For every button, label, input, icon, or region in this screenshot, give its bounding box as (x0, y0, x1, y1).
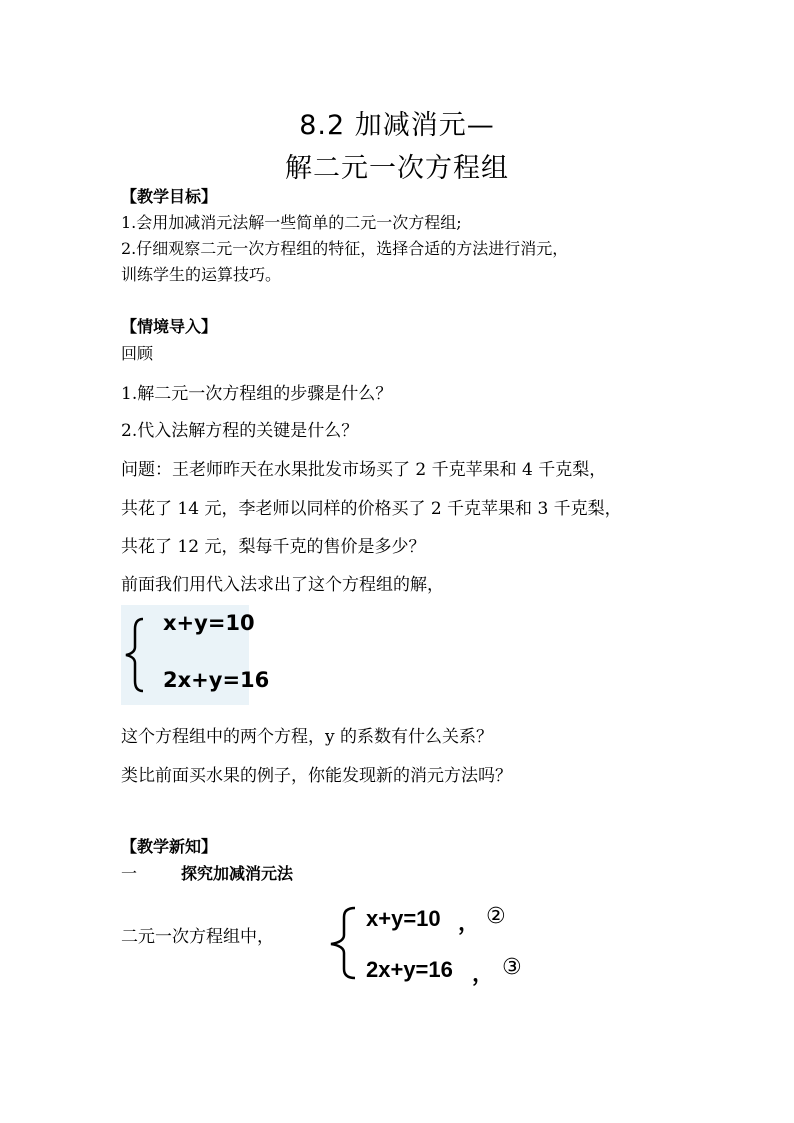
left-brace-icon (121, 605, 151, 705)
problem-line-4: 前面我们用代入法求出了这个方程组的解， (121, 575, 444, 595)
left-brace-icon (322, 903, 362, 983)
problem-line-2: 共花了 14 元，李老师以同样的价格买了 2 千克苹果和 3 千克梨， (121, 499, 622, 519)
problem-line-1: 问题：王老师昨天在水果批发市场买了 2 千克苹果和 4 千克梨， (121, 460, 607, 480)
system-label: 二元一次方程组中， (121, 927, 274, 947)
newknowledge-heading: 【教学新知】 (121, 837, 218, 856)
section-title: 探究加减消元法 (181, 864, 294, 883)
after-line-1: 这个方程组中的两个方程，y 的系数有什么关系？ (121, 727, 494, 747)
title-line1: 8.2 加减消元— (299, 110, 495, 141)
equation-2: 2x+y=16 (366, 957, 453, 982)
equation-2: 2x+y=16 (163, 668, 270, 692)
equation-label-3: ③ (502, 955, 522, 980)
title-line2: 解二元一次方程组 (285, 153, 509, 184)
equation-1: x+y=10 (366, 906, 441, 931)
equation-label-2: ② (486, 904, 506, 929)
equation-system-image (121, 605, 270, 705)
objective-3: 训练学生的运算技巧。 (121, 265, 282, 284)
intro-line-review: 回顾 (121, 344, 154, 363)
section-number: 一 (121, 864, 138, 883)
equation-1: x+y=10 (163, 611, 255, 635)
intro-heading: 【情境导入】 (121, 317, 218, 336)
intro-question-1: 1.解二元一次方程组的步骤是什么？ (121, 384, 393, 404)
problem-line-3: 共花了 12 元，梨每千克的售价是多少？ (121, 537, 426, 557)
separator-comma: ， (472, 961, 495, 986)
objectives-heading: 【教学目标】 (121, 187, 218, 206)
intro-question-2: 2.代入法解方程的关键是什么？ (121, 421, 359, 441)
separator-comma: ， (458, 910, 481, 935)
objective-2: 2.仔细观察二元一次方程组的特征，选择合适的方法进行消元， (121, 239, 569, 258)
objective-1: 1.会用加减消元法解一些简单的二元一次方程组; (121, 213, 462, 232)
after-line-2: 类比前面买水果的例子，你能发现新的消元方法吗？ (121, 766, 512, 786)
